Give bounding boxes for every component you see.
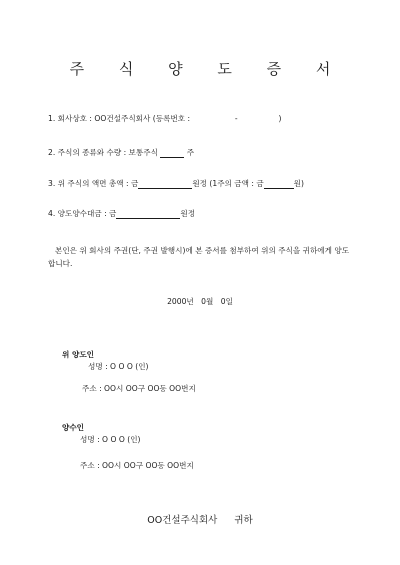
- transfer-price-blank: [116, 209, 180, 219]
- recipient-footer: [0, 512, 400, 526]
- face-value-label: 3. 위 주식의 액면 총액 : 금: [48, 179, 139, 188]
- transferee-address: 주소 : OO시 OO구 OO동 OO번지: [80, 461, 194, 470]
- transferor-heading: 위 양도인: [62, 350, 94, 359]
- recipient-honorific: 귀하: [234, 515, 253, 526]
- face-value-per-share-label: 원정 (1주의 금액 : 금: [192, 179, 264, 188]
- transfer-price-label: 4. 양도양수대금 : 금: [48, 209, 117, 218]
- transferee-name: 성명 : O O O (인): [80, 435, 141, 444]
- document-title: 주 식 양 도 증 서: [69, 60, 346, 78]
- reg-number-close: ): [278, 114, 282, 123]
- transferor-name: 성명 : O O O (인): [88, 362, 149, 371]
- stock-quantity-blank: [160, 148, 184, 158]
- item-stock-type: [48, 147, 194, 158]
- document-date: 2000년 0월 0일: [167, 297, 233, 306]
- item-transfer-price: [48, 208, 195, 219]
- item-face-value: [48, 178, 304, 189]
- stock-unit: 주: [186, 148, 195, 157]
- face-value-total-blank: [138, 179, 192, 189]
- company-label: 1. 회사상호 : OO건설주식회사 (등록번호 :: [48, 114, 191, 123]
- recipient-company: OO건설주식회사: [147, 515, 218, 526]
- transfer-statement: 본인은 위 회사의 주권(단, 주권 발행시)에 본 증서를 첨부하여 위의 주식을 귀하에게 양도합니다.: [48, 246, 350, 268]
- face-value-suffix: 원): [293, 179, 304, 188]
- transferor-address: 주소 : OO시 OO구 OO동 OO번지: [82, 384, 196, 393]
- stock-type-label: 2. 주식의 종류와 수량 : 보통주식: [48, 148, 158, 157]
- face-value-per-share-blank: [264, 179, 294, 189]
- transferee-heading: 양수인: [62, 423, 85, 432]
- reg-number-dash: -: [234, 114, 238, 123]
- transfer-price-suffix: 원정: [180, 209, 196, 218]
- item-company: [48, 113, 281, 124]
